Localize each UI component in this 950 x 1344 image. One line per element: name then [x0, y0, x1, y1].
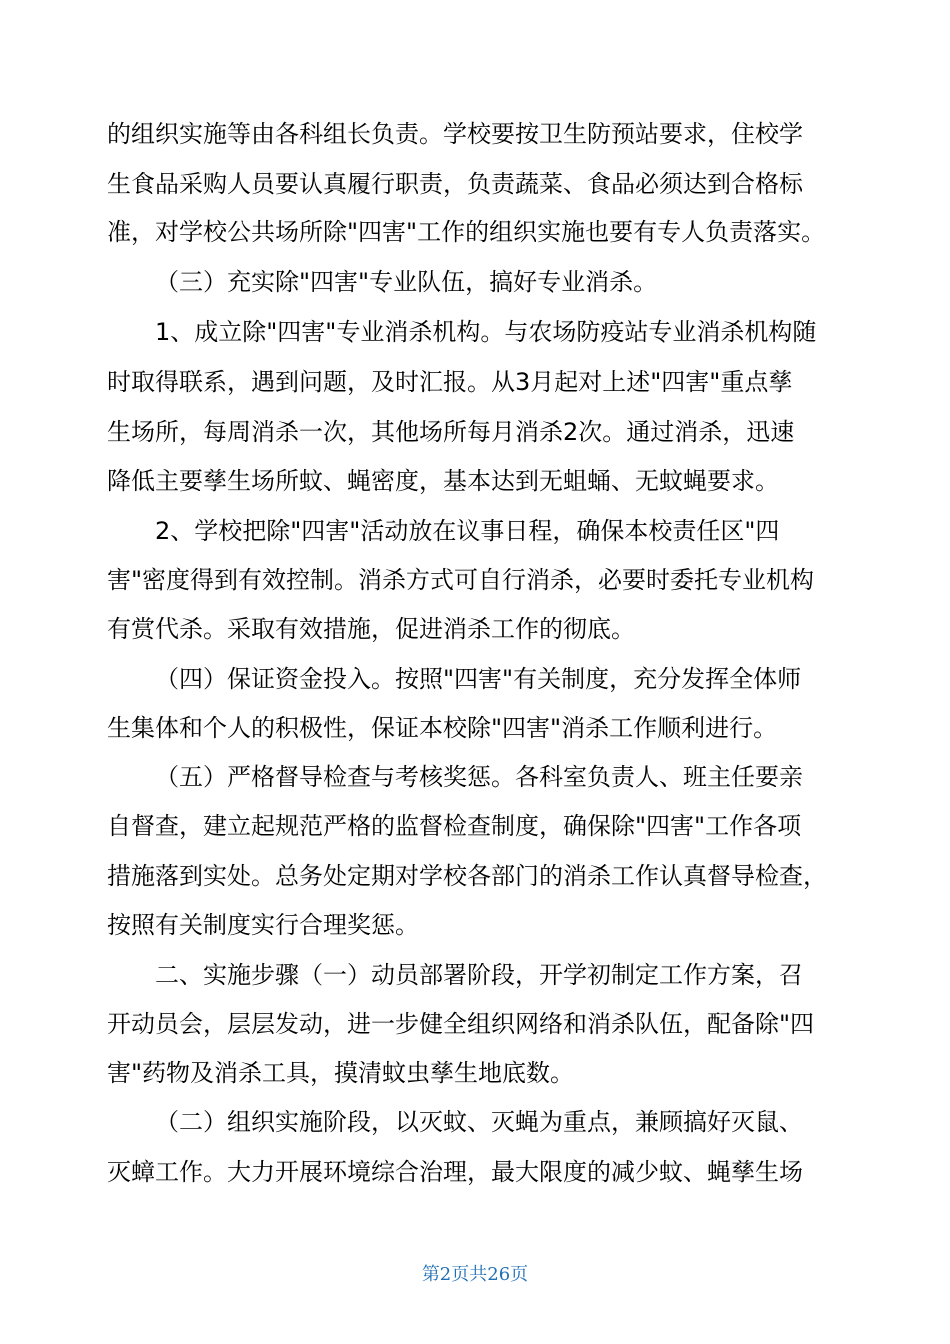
paragraph-line: 生场所，每周消杀一次，其他场所每月消杀2次。通过消杀，迅速: [107, 418, 795, 446]
paragraph-line: 灭蟑工作。大力开展环境综合治理，最大限度的减少蚊、蝇孳生场: [107, 1158, 803, 1186]
paragraph-line: 有赏代杀。采取有效措施，促进消杀工作的彻底。: [107, 615, 635, 643]
paragraph-line: 1、成立除"四害"专业消杀机构。与农场防疫站专业消杀机构随: [155, 318, 817, 346]
paragraph-line: 措施落到实处。总务处定期对学校各部门的消杀工作认真督导检查，: [107, 862, 827, 890]
paragraph-line: 按照有关制度实行合理奖惩。: [107, 911, 419, 939]
paragraph-line: 害"药物及消杀工具，摸清蚊虫孳生地底数。: [107, 1059, 575, 1087]
paragraph-line: 生食品采购人员要认真履行职责，负责蔬菜、食品必须达到合格标: [107, 170, 803, 198]
paragraph-line: （五）严格督导检查与考核奖惩。各科室负责人、班主任要亲: [155, 763, 803, 791]
paragraph-line: 生集体和个人的积极性，保证本校除"四害"消杀工作顺利进行。: [107, 714, 778, 742]
section-heading: （三）充实除"四害"专业队伍，搞好专业消杀。: [155, 268, 658, 296]
paragraph-line: （二）组织实施阶段，以灭蚊、灭蝇为重点，兼顾搞好灭鼠、: [155, 1108, 803, 1136]
page-number-footer: 第2页共26页: [421, 1264, 529, 1285]
paragraph-line: （四）保证资金投入。按照"四害"有关制度，充分发挥全体师: [155, 665, 802, 693]
paragraph-line: 的组织实施等由各科组长负责。学校要按卫生防预站要求，住校学: [107, 120, 803, 148]
paragraph-line: 2、学校把除"四害"活动放在议事日程，确保本校责任区"四: [155, 517, 780, 545]
paragraph-line: 二、实施步骤（一）动员部署阶段，开学初制定工作方案，召: [155, 961, 803, 989]
paragraph-line: 害"密度得到有效控制。消杀方式可自行消杀，必要时委托专业机构: [107, 566, 815, 594]
paragraph-line: 自督查，建立起规范严格的监督检查制度，确保除"四害"工作各项: [107, 812, 802, 840]
paragraph-line: 时取得联系，遇到问题，及时汇报。从3月起对上述"四害"重点孳: [107, 368, 793, 396]
paragraph-line: 降低主要孳生场所蚊、蝇密度，基本达到无蛆蛹、无蚊蝇要求。: [107, 467, 779, 495]
paragraph-line: 开动员会，层层发动，进一步健全组织网络和消杀队伍，配备除"四: [107, 1010, 815, 1038]
paragraph-line: 准，对学校公共场所除"四害"工作的组织实施也要有专人负责落实。: [107, 218, 826, 246]
